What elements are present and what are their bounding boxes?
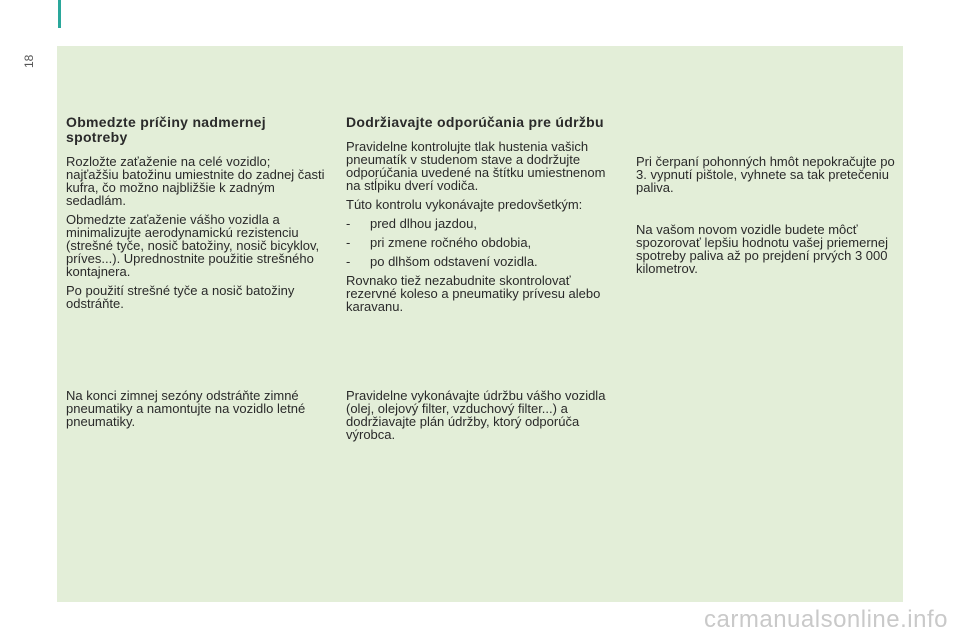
page-number: 18 — [22, 54, 36, 68]
paragraph: Obmedzte zaťaženie vášho vozidla a minimalizujte aerodynamickú rezistenciu (strešné tyče, nosič batožiny, nosič bicyklov, príves...). Uprednostnite použitie strešného kontajnera. — [66, 212, 320, 279]
paragraph: Pravidelne vykonávajte údržbu vášho vozidla (olej, olejový filter, vzduchový filter...) a dodržiavajte plán údržby, ktorý odporúča výrobca. — [346, 388, 606, 442]
paragraph: Rovnako tiež nezabudnite skontrolovať rezervné koleso a pneumatiky prívesu alebo karavanu. — [346, 273, 601, 314]
paragraph: Pri čerpaní pohonných hmôt nepokračujte po 3. vypnutí pištole, vyhnete sa tak pretečeniu paliva. — [636, 154, 895, 195]
list-item: - po dlhšom odstavení vozidla. — [346, 254, 538, 269]
column-consumption — [66, 115, 326, 316]
list-item: - pri zmene ročného obdobia, — [346, 235, 532, 250]
paragraph: Rozložte zaťaženie na celé vozidlo; najťažšiu batožinu umiestnite do zadnej časti kufra, čo možno najbližšie k zadným sedadlám. — [66, 154, 325, 208]
column-fuel-second — [636, 223, 901, 281]
list-item-text: po dlhšom odstavení vozidla. — [370, 254, 538, 269]
paragraph-service-plan — [346, 389, 621, 447]
accent-bar — [58, 0, 61, 28]
watermark: carmanualsonline.info — [704, 606, 948, 633]
paragraph: Pravidelne kontrolujte tlak hustenia vašich pneumatík v studenom stave a dodržujte odporúčania uvedené na štítku umiestnenom na stĺpiku dverí vodiča. — [346, 139, 606, 193]
list-item-text: pred dlhou jazdou, — [370, 216, 477, 231]
column-maintenance — [346, 115, 621, 319]
heading-consumption: Obmedzte príčiny nadmernej spotreby — [66, 114, 266, 145]
column-fuel — [636, 155, 901, 200]
paragraph: Na konci zimnej sezóny odstráňte zimné pneumatiky a namontujte na vozidlo letné pneumatiky. — [66, 388, 306, 429]
heading-maintenance: Dodržiavajte odporúčania pre údržbu — [346, 114, 604, 130]
list-item-text: pri zmene ročného obdobia, — [370, 235, 532, 250]
paragraph-winter-tyres — [66, 389, 326, 434]
paragraph: Túto kontrolu vykonávajte predovšetkým: — [346, 197, 583, 212]
list-item: - pred dlhou jazdou, — [346, 216, 477, 231]
paragraph: Na vašom novom vozidle budete môcť spozorovať lepšiu hodnotu vašej priemernej spotreby paliva až po prejdení prvých 3 000 kilometrov. — [636, 222, 889, 276]
paragraph: Po použití strešné tyče a nosič batožiny odstráňte. — [66, 283, 295, 311]
